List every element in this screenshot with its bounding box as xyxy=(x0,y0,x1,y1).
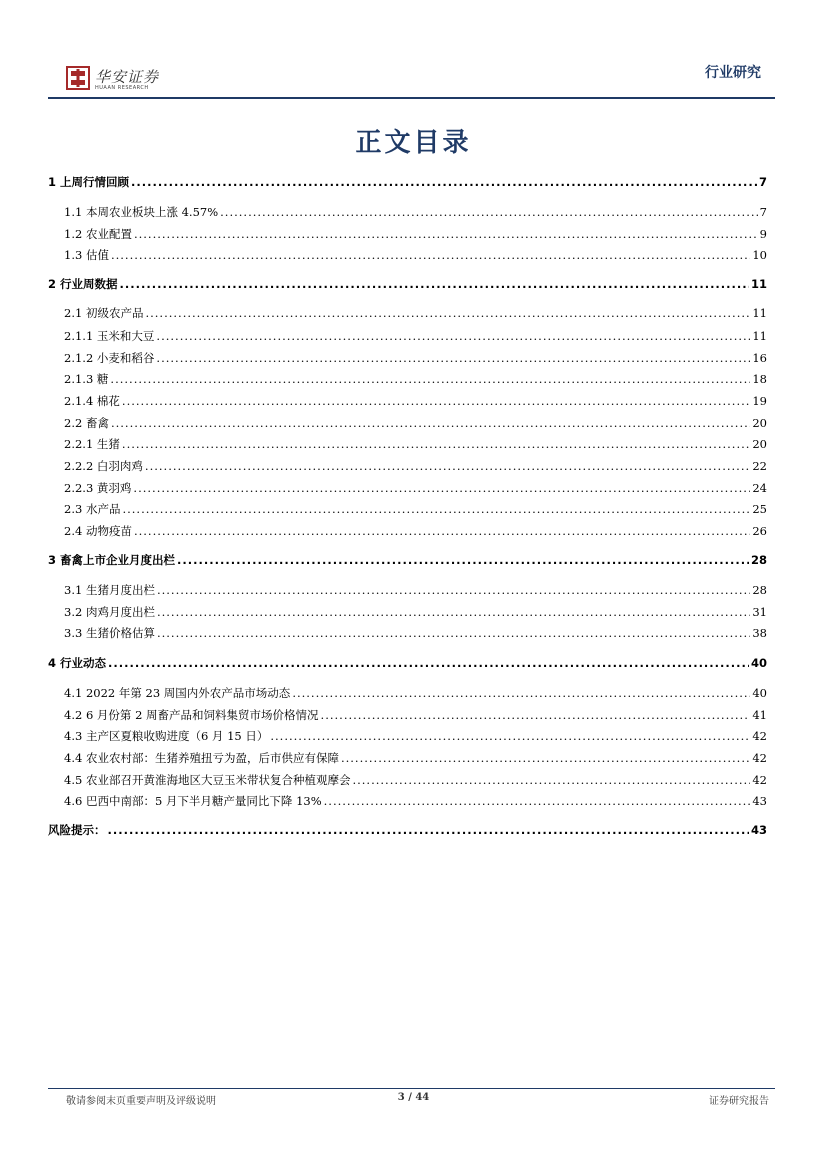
footer-report-type: 证券研究报告 xyxy=(709,1096,769,1107)
header-divider xyxy=(48,97,775,99)
toc-leader-dots xyxy=(111,246,750,264)
toc-leader-dots xyxy=(270,727,750,745)
footer-disclaimer: 敬请参阅末页重要声明及评级说明 xyxy=(66,1096,216,1107)
toc-leader-dots xyxy=(131,173,757,191)
toc-entry-page: 7 xyxy=(759,205,767,219)
toc-entry-page: 43 xyxy=(752,794,767,808)
toc-leader-dots xyxy=(108,654,749,672)
toc-entry-label: 1.2 农业配置 xyxy=(64,227,132,241)
toc-entry-page: 11 xyxy=(752,306,767,320)
toc-leader-dots xyxy=(108,821,749,839)
toc-entry-label: 2 行业周数据 xyxy=(48,277,118,291)
toc-leader-dots xyxy=(220,203,758,221)
toc-entry-page: 42 xyxy=(752,729,767,743)
toc-entry[interactable] xyxy=(48,275,767,293)
toc-entry-page: 40 xyxy=(752,686,767,700)
toc-entry-page: 9 xyxy=(759,227,767,241)
toc-leader-dots xyxy=(341,749,750,767)
toc-entry-label: 2.2.1 生猪 xyxy=(64,437,120,451)
toc-entry-label: 3.3 生猪价格估算 xyxy=(64,626,155,640)
toc-entry[interactable] xyxy=(48,522,767,540)
toc-entry[interactable] xyxy=(48,327,767,345)
toc-entry-label: 2.4 动物疫苗 xyxy=(64,524,132,538)
toc-entry[interactable] xyxy=(48,603,767,621)
toc-leader-dots xyxy=(157,581,750,599)
toc-leader-dots xyxy=(134,522,750,540)
toc-entry-label: 1 上周行情回顾 xyxy=(48,175,130,189)
toc-leader-dots xyxy=(352,771,750,789)
toc-entry[interactable] xyxy=(48,500,767,518)
toc-entry-page: 31 xyxy=(752,605,767,619)
document-type-label: 行业研究 xyxy=(705,65,761,81)
toc-leader-dots xyxy=(122,435,750,453)
toc-entry-label: 4.3 主产区夏粮收购进度（6 月 15 日） xyxy=(64,729,269,743)
toc-leader-dots xyxy=(321,706,751,724)
toc-entry-page: 42 xyxy=(752,773,767,787)
toc-entry-label: 4.5 农业部召开黄淮海地区大豆玉米带状复合种植观摩会 xyxy=(64,773,351,787)
toc-entry-page: 24 xyxy=(752,481,767,495)
toc-entry-page: 7 xyxy=(758,175,767,189)
toc-entry-label: 4 行业动态 xyxy=(48,656,107,670)
toc-entry[interactable] xyxy=(48,246,767,264)
toc-entry[interactable] xyxy=(48,581,767,599)
page-header xyxy=(0,0,827,100)
footer-divider xyxy=(48,1088,775,1089)
toc-entry-page: 43 xyxy=(750,823,767,837)
toc-entry-label: 2.2.3 黄羽鸡 xyxy=(64,481,132,495)
toc-entry-page: 11 xyxy=(750,277,767,291)
toc-leader-dots xyxy=(134,225,758,243)
toc-entry-page: 25 xyxy=(752,502,767,516)
toc-entry-page: 40 xyxy=(750,656,767,670)
toc-entry-page: 11 xyxy=(752,329,767,343)
toc-entry[interactable] xyxy=(48,706,767,724)
toc-leader-dots xyxy=(120,275,749,293)
toc-entry-page: 42 xyxy=(752,751,767,765)
toc-entry[interactable] xyxy=(48,684,767,702)
toc-entry[interactable] xyxy=(48,771,767,789)
toc-entry[interactable] xyxy=(48,749,767,767)
toc-leader-dots xyxy=(157,603,750,621)
toc-entry-label: 3.1 生猪月度出栏 xyxy=(64,583,155,597)
logo-seal-icon xyxy=(66,66,90,90)
toc-entry[interactable] xyxy=(48,173,767,191)
company-logo xyxy=(66,66,186,96)
toc-entry-label: 4.1 2022 年第 23 周国内外农产品市场动态 xyxy=(64,686,291,700)
toc-leader-dots xyxy=(133,479,750,497)
toc-entry[interactable] xyxy=(48,392,767,410)
toc-entry[interactable] xyxy=(48,457,767,475)
toc-entry[interactable] xyxy=(48,414,767,432)
toc-entry[interactable] xyxy=(48,624,767,642)
toc-entry[interactable] xyxy=(48,479,767,497)
toc-entry-page: 10 xyxy=(752,248,767,262)
toc-entry[interactable] xyxy=(48,551,767,569)
logo-chinese-name: 华安证券 xyxy=(95,68,160,86)
toc-leader-dots xyxy=(156,349,750,367)
page-number: 3 / 44 xyxy=(397,1092,430,1103)
toc-entry-page: 26 xyxy=(752,524,767,538)
toc-entry[interactable] xyxy=(48,349,767,367)
toc-entry-label: 3 畜禽上市企业月度出栏 xyxy=(48,553,176,567)
toc-entry-label: 3.2 肉鸡月度出栏 xyxy=(64,605,155,619)
toc-entry-page: 41 xyxy=(752,708,767,722)
toc-entry-label: 4.2 6 月份第 2 周畜产品和饲料集贸市场价格情况 xyxy=(64,708,319,722)
toc-leader-dots xyxy=(110,370,750,388)
toc-entry[interactable] xyxy=(48,654,767,672)
toc-leader-dots xyxy=(156,327,750,345)
logo-english-name: HUAAN RESEARCH xyxy=(95,85,149,91)
toc-entry-page: 28 xyxy=(750,553,767,567)
toc-leader-dots xyxy=(145,304,750,322)
toc-entry-page: 28 xyxy=(752,583,767,597)
toc-entry-label: 2.1 初级农产品 xyxy=(64,306,144,320)
toc-leader-dots xyxy=(122,500,750,518)
toc-entry[interactable] xyxy=(48,792,767,810)
toc-entry-page: 20 xyxy=(752,437,767,451)
toc-entry-label: 1.3 估值 xyxy=(64,248,109,262)
toc-entry[interactable] xyxy=(48,203,767,221)
page-title: 正文目录 xyxy=(355,128,472,158)
toc-leader-dots xyxy=(177,551,749,569)
toc-leader-dots xyxy=(324,792,751,810)
toc-entry-page: 22 xyxy=(752,459,767,473)
toc-entry-page: 38 xyxy=(752,626,767,640)
toc-entry-label: 2.1.1 玉米和大豆 xyxy=(64,329,155,343)
toc-entry[interactable] xyxy=(48,370,767,388)
toc-entry-label: 2.1.2 小麦和稻谷 xyxy=(64,351,155,365)
toc-entry-label: 4.4 农业农村部：生猪养殖扭亏为盈，后市供应有保障 xyxy=(64,751,339,765)
toc-entry-page: 16 xyxy=(752,351,767,365)
toc-entry-label: 4.6 巴西中南部：5 月下半月糖产量同比下降 13% xyxy=(64,794,322,808)
toc-entry[interactable] xyxy=(48,435,767,453)
toc-leader-dots xyxy=(292,684,750,702)
toc-entry-label: 2.3 水产品 xyxy=(64,502,121,516)
toc-entry-label: 2.2.2 白羽肉鸡 xyxy=(64,459,143,473)
toc-entry[interactable] xyxy=(48,727,767,745)
toc-entry-page: 19 xyxy=(752,394,767,408)
toc-entry-page: 18 xyxy=(752,372,767,386)
toc-entry-label: 1.1 本周农业板块上涨 4.57% xyxy=(64,205,219,219)
toc-entry-label: 2.2 畜禽 xyxy=(64,416,109,430)
toc-entry[interactable] xyxy=(48,821,767,839)
toc-leader-dots xyxy=(122,392,750,410)
toc-entry[interactable] xyxy=(48,304,767,322)
toc-entry-label: 风险提示： xyxy=(48,823,106,837)
toc-entry-label: 2.1.3 糖 xyxy=(64,372,109,386)
toc-entry-label: 2.1.4 棉花 xyxy=(64,394,120,408)
toc-leader-dots xyxy=(157,624,750,642)
toc-entry-page: 20 xyxy=(752,416,767,430)
toc-leader-dots xyxy=(145,457,750,475)
toc-entry[interactable] xyxy=(48,225,767,243)
toc-leader-dots xyxy=(111,414,750,432)
